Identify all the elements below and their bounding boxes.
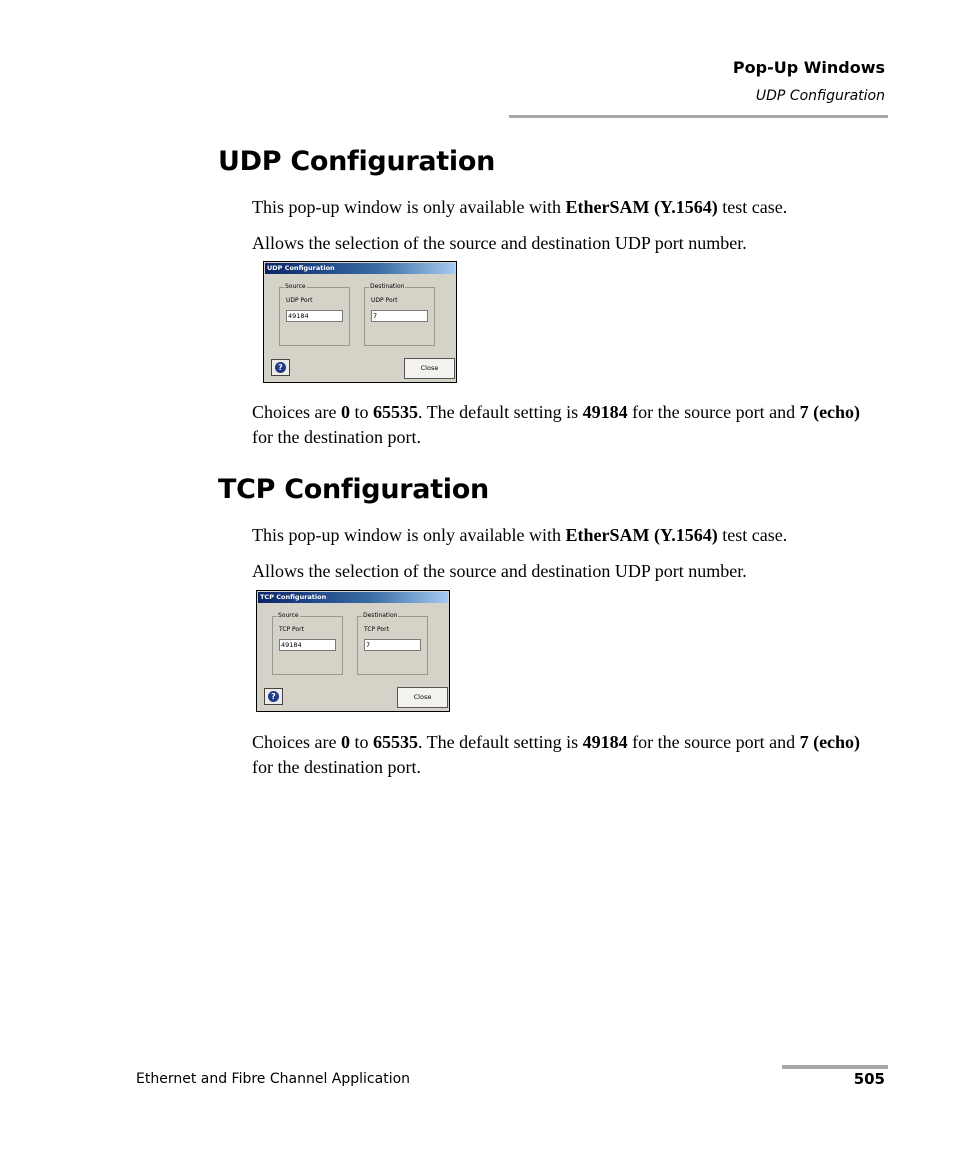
footer-doc-title: Ethernet and Fibre Channel Application (136, 1071, 411, 1087)
header-rule (509, 115, 888, 118)
tcp-section-heading: TCP Configuration (218, 474, 489, 505)
source-port-input[interactable]: 49184 (286, 310, 343, 322)
tcp-choices-paragraph: Choices are 0 to 65535. The default setting is 49184 for the source port and 7 (echo) for the destination port. (252, 732, 861, 777)
destination-port-input[interactable]: 7 (364, 639, 421, 651)
source-group-legend: Source (278, 612, 299, 619)
udp-config-dialog (263, 261, 457, 383)
dialog-title-bar: UDP Configuration (265, 263, 455, 274)
running-header-title: Pop-Up Windows (732, 58, 885, 77)
source-port-input[interactable]: 49184 (279, 639, 336, 651)
source-group (279, 283, 350, 346)
source-group-legend: Source (285, 283, 306, 290)
destination-group (364, 283, 435, 346)
udp-section-heading: UDP Configuration (218, 146, 496, 177)
destination-group-legend: Destination (370, 283, 405, 290)
source-group (272, 612, 343, 675)
help-icon: ? (268, 691, 279, 702)
destination-group (357, 612, 428, 675)
tcp-description-paragraph: Allows the selection of the source and destination UDP port number. (252, 561, 747, 581)
udp-choices-paragraph: Choices are 0 to 65535. The default setting is 49184 for the source port and 7 (echo) for the destination port. (252, 402, 861, 447)
dialog-title-bar: TCP Configuration (258, 592, 448, 603)
page-number: 505 (853, 1070, 885, 1088)
udp-availability-paragraph: This pop-up window is only available with EtherSAM (Y.1564) test case. (252, 197, 788, 217)
close-button[interactable]: Close (397, 687, 448, 708)
source-port-label: UDP Port (286, 297, 313, 304)
destination-port-label: TCP Port (364, 626, 389, 633)
footer-rule (782, 1065, 888, 1069)
destination-group-legend: Destination (363, 612, 398, 619)
tcp-config-dialog (256, 590, 450, 712)
destination-port-label: UDP Port (371, 297, 398, 304)
help-button[interactable] (271, 359, 290, 376)
help-icon: ? (275, 362, 286, 373)
close-button[interactable]: Close (404, 358, 455, 379)
destination-port-input[interactable]: 7 (371, 310, 428, 322)
running-header-subtitle: UDP Configuration (755, 88, 885, 104)
help-button[interactable] (264, 688, 283, 705)
udp-description-paragraph: Allows the selection of the source and destination UDP port number. (252, 233, 747, 253)
source-port-label: TCP Port (279, 626, 304, 633)
tcp-availability-paragraph: This pop-up window is only available with EtherSAM (Y.1564) test case. (252, 525, 788, 545)
